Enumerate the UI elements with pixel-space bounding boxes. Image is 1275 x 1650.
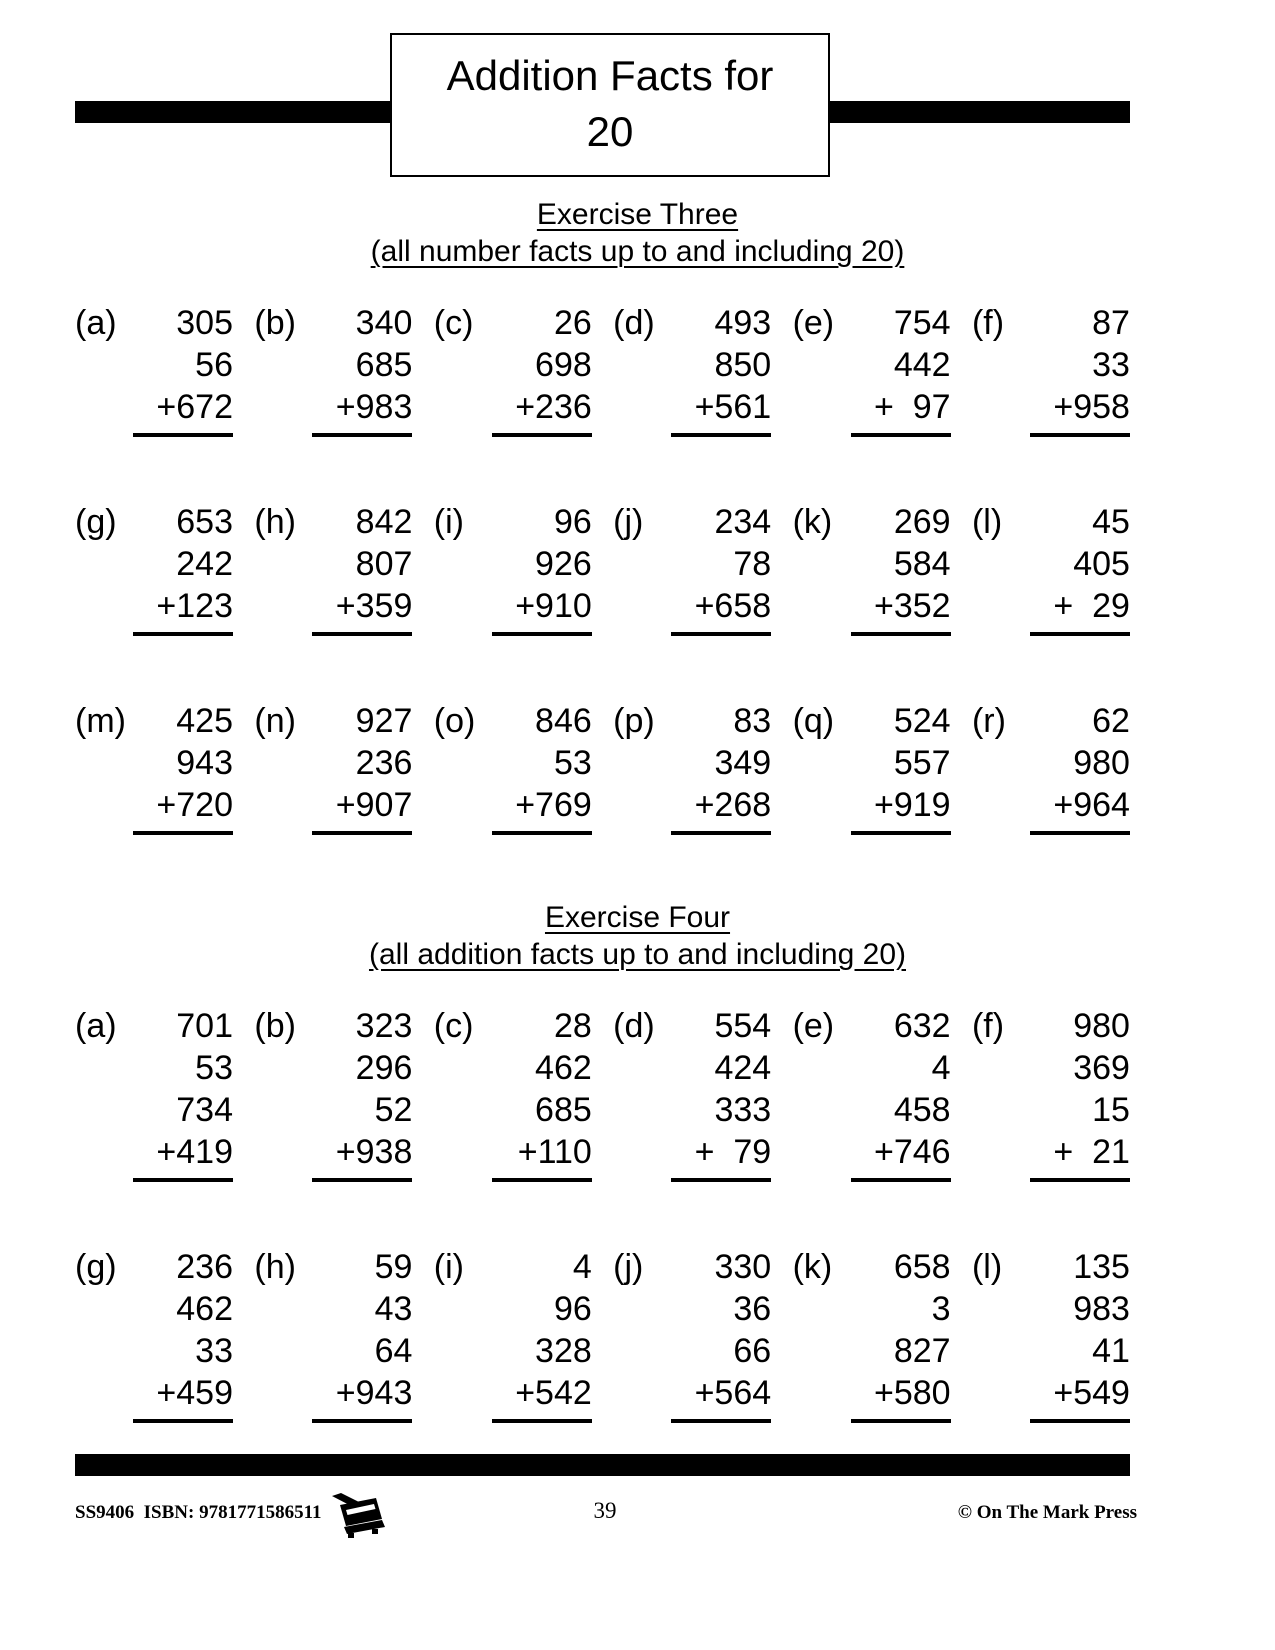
problem-label: (l) <box>971 1248 1003 1286</box>
addend: 96 <box>553 1290 592 1328</box>
addend: 236 <box>355 744 413 782</box>
addend: 296 <box>355 1049 413 1087</box>
addition-problem <box>434 302 592 437</box>
addend-column <box>133 1246 233 1423</box>
addition-problem <box>75 501 233 636</box>
addend-column <box>851 1005 951 1182</box>
problem-label: (k) <box>792 503 833 541</box>
problem-label: (i) <box>433 1248 464 1286</box>
addend: 26 <box>553 304 592 342</box>
exercise-section <box>0 196 1275 835</box>
addend: 41 <box>1092 1332 1130 1370</box>
problem-label: (n) <box>254 702 296 740</box>
addend-column <box>312 700 412 835</box>
addition-problem <box>793 302 951 437</box>
addend-column <box>671 1246 771 1423</box>
addend-column <box>671 700 771 835</box>
addition-problem <box>613 1005 771 1182</box>
addend-column <box>133 1005 233 1182</box>
exercise-heading: Exercise Four <box>544 901 731 934</box>
addend: 305 <box>176 304 233 342</box>
addition-problem <box>793 1246 951 1423</box>
addend-column <box>492 302 592 437</box>
addend: 658 <box>893 1248 951 1286</box>
addend: +459 <box>133 1372 233 1423</box>
addition-problem <box>434 1246 592 1423</box>
exercise-heading: Exercise Three <box>536 198 739 231</box>
addend-column <box>1030 1246 1130 1423</box>
addend: 850 <box>714 346 772 384</box>
addend: 333 <box>714 1091 772 1129</box>
addend: 96 <box>553 503 592 541</box>
problem-label: (g) <box>75 1248 117 1286</box>
addend: 493 <box>714 304 772 342</box>
addend-column <box>312 1005 412 1182</box>
addend: +746 <box>851 1131 951 1182</box>
addition-problem <box>972 302 1130 437</box>
addend: 33 <box>195 1332 233 1370</box>
addend: 943 <box>176 744 233 782</box>
problem-label: (f) <box>971 304 1005 342</box>
addend: +549 <box>1030 1372 1130 1423</box>
addend: 846 <box>535 702 592 740</box>
addend: 701 <box>176 1007 233 1045</box>
addend: 45 <box>1092 503 1130 541</box>
addend: 698 <box>535 346 592 384</box>
problem-label: (b) <box>254 304 296 342</box>
addend: 36 <box>733 1290 772 1328</box>
addend: 53 <box>553 744 592 782</box>
problem-label: (b) <box>254 1007 296 1045</box>
addition-problem <box>613 700 771 835</box>
addition-problem <box>75 700 233 835</box>
addend: 4 <box>572 1248 592 1286</box>
addend: 330 <box>714 1248 772 1286</box>
problem-label: (q) <box>792 702 835 740</box>
addition-problem <box>972 700 1130 835</box>
addend: +964 <box>1030 784 1130 835</box>
problem-row <box>0 501 1275 636</box>
page-header <box>0 0 1275 196</box>
addend: 340 <box>355 304 413 342</box>
addend-column <box>1030 302 1130 437</box>
addend: 424 <box>714 1049 772 1087</box>
problem-label: (r) <box>971 702 1006 740</box>
addend: + 79 <box>671 1131 771 1182</box>
addend-column <box>851 700 951 835</box>
addend: 28 <box>553 1007 592 1045</box>
addition-problem <box>254 302 412 437</box>
title-box <box>390 33 830 177</box>
addend: +720 <box>133 784 233 835</box>
addend: + 29 <box>1030 585 1130 636</box>
addend-column <box>133 302 233 437</box>
addend: 33 <box>1092 346 1130 384</box>
addend-column <box>312 302 412 437</box>
problem-label: (o) <box>433 702 476 740</box>
page-title-line1: Addition Facts for <box>446 52 774 99</box>
addend: 66 <box>733 1332 772 1370</box>
addition-problem <box>793 501 951 636</box>
problem-label: (g) <box>75 503 117 541</box>
addend: 62 <box>1092 702 1130 740</box>
addend: 926 <box>535 545 592 583</box>
addend: +236 <box>492 386 592 437</box>
problem-row <box>0 700 1275 835</box>
exercise-subheading: (all addition facts up to and including 20) <box>368 938 906 971</box>
addend-column <box>492 1246 592 1423</box>
addition-problem <box>793 1005 951 1182</box>
addend: 754 <box>893 304 951 342</box>
addend: 52 <box>374 1091 413 1129</box>
problem-label: (d) <box>613 1007 655 1045</box>
addend: 554 <box>714 1007 772 1045</box>
addend: 269 <box>893 503 951 541</box>
exercise-subheading: (all number facts up to and including 20) <box>370 235 905 268</box>
addend: +542 <box>492 1372 592 1423</box>
isbn-text: SS9406 ISBN: 9781771586511 <box>75 1502 322 1523</box>
addend: +561 <box>671 386 771 437</box>
addend-column <box>133 501 233 636</box>
addend: 323 <box>355 1007 413 1045</box>
addend: +359 <box>312 585 412 636</box>
problem-label: (j) <box>613 1248 644 1286</box>
addend: 442 <box>893 346 951 384</box>
addend-column <box>492 1005 592 1182</box>
addition-problem <box>972 501 1130 636</box>
addend: +958 <box>1030 386 1130 437</box>
addend: 980 <box>1073 744 1130 782</box>
problem-label: (j) <box>613 503 644 541</box>
addition-problem <box>254 501 412 636</box>
addend: +419 <box>133 1131 233 1182</box>
addition-problem <box>613 501 771 636</box>
problem-label: (f) <box>971 1007 1005 1045</box>
addend: +672 <box>133 386 233 437</box>
addend: 557 <box>893 744 951 782</box>
addend: +983 <box>312 386 412 437</box>
addend: +580 <box>851 1372 951 1423</box>
problem-label: (a) <box>75 1007 117 1045</box>
addend-column <box>851 1246 951 1423</box>
problem-label: (e) <box>792 1007 835 1045</box>
addend-column <box>851 302 951 437</box>
addend: +658 <box>671 585 771 636</box>
addend: 584 <box>893 545 951 583</box>
problem-row <box>0 1246 1275 1423</box>
addition-problem <box>75 302 233 437</box>
addend: +268 <box>671 784 771 835</box>
addend-column <box>671 501 771 636</box>
addend-column <box>133 700 233 835</box>
addend-column <box>492 700 592 835</box>
addition-problem <box>254 1005 412 1182</box>
addend: 3 <box>931 1290 951 1328</box>
problem-label: (m) <box>75 702 126 740</box>
addend: 328 <box>535 1332 592 1370</box>
problem-label: (k) <box>792 1248 833 1286</box>
addend: +110 <box>492 1131 592 1182</box>
addition-problem <box>75 1005 233 1182</box>
addend-column <box>671 1005 771 1182</box>
addend: +910 <box>492 585 592 636</box>
addend: 234 <box>714 503 772 541</box>
addition-problem <box>972 1246 1130 1423</box>
exercise-section <box>0 899 1275 1423</box>
addend: +123 <box>133 585 233 636</box>
addend: 53 <box>195 1049 233 1087</box>
addend: 653 <box>176 503 233 541</box>
addend: 980 <box>1073 1007 1130 1045</box>
addend: 983 <box>1073 1290 1130 1328</box>
page-title-line2: 20 <box>586 108 634 155</box>
addend-column <box>1030 501 1130 636</box>
addend: 4 <box>931 1049 951 1087</box>
addition-problem <box>434 700 592 835</box>
addition-problem <box>434 501 592 636</box>
problem-label: (a) <box>75 304 117 342</box>
addend: 405 <box>1073 545 1130 583</box>
addend: +564 <box>671 1372 771 1423</box>
problem-label: (e) <box>792 304 835 342</box>
addend: 632 <box>893 1007 951 1045</box>
addend: 83 <box>733 702 772 740</box>
addition-problem <box>793 700 951 835</box>
addend: +907 <box>312 784 412 835</box>
problem-label: (p) <box>613 702 655 740</box>
addend: 807 <box>355 545 413 583</box>
addend: 685 <box>535 1091 592 1129</box>
addend: +352 <box>851 585 951 636</box>
addend: +938 <box>312 1131 412 1182</box>
addend: 64 <box>374 1332 413 1370</box>
addend: +769 <box>492 784 592 835</box>
addend-column <box>1030 700 1130 835</box>
addend: + 21 <box>1030 1131 1130 1182</box>
problem-label: (d) <box>613 304 655 342</box>
copyright-text: © On The Mark Press <box>957 1502 1137 1523</box>
problem-label: (i) <box>433 503 464 541</box>
addend: 425 <box>176 702 233 740</box>
exercises-container <box>0 196 1275 1423</box>
addition-problem <box>254 700 412 835</box>
addition-problem <box>75 1246 233 1423</box>
addend: 462 <box>535 1049 592 1087</box>
addend: 842 <box>355 503 413 541</box>
addend: 135 <box>1073 1248 1130 1286</box>
addend: 236 <box>176 1248 233 1286</box>
addend-column <box>312 501 412 636</box>
addend: 15 <box>1092 1091 1130 1129</box>
problem-label: (c) <box>433 304 474 342</box>
addend: 87 <box>1092 304 1130 342</box>
addition-problem <box>613 302 771 437</box>
page-footer <box>0 1492 1275 1548</box>
addend-column <box>1030 1005 1130 1182</box>
addend: 349 <box>714 744 772 782</box>
addend: 734 <box>176 1091 233 1129</box>
problem-label: (c) <box>433 1007 474 1045</box>
problem-label: (h) <box>254 503 296 541</box>
addend-column <box>492 501 592 636</box>
addition-problem <box>434 1005 592 1182</box>
addend: 78 <box>733 545 772 583</box>
footer-rule-bar <box>75 1454 1130 1476</box>
addend: 59 <box>374 1248 413 1286</box>
addend: 56 <box>195 346 233 384</box>
addition-problem <box>972 1005 1130 1182</box>
addition-problem <box>613 1246 771 1423</box>
addend-column <box>671 302 771 437</box>
addend: 242 <box>176 545 233 583</box>
problem-label: (h) <box>254 1248 296 1286</box>
addend: 458 <box>893 1091 951 1129</box>
addend: + 97 <box>851 386 951 437</box>
addend: 685 <box>355 346 413 384</box>
addend: 827 <box>893 1332 951 1370</box>
problem-label: (l) <box>971 503 1003 541</box>
addend: 369 <box>1073 1049 1130 1087</box>
addend: 43 <box>374 1290 413 1328</box>
addition-problem <box>254 1246 412 1423</box>
addend: +919 <box>851 784 951 835</box>
page-number: 39 <box>593 1498 617 1523</box>
addend-column <box>312 1246 412 1423</box>
addend: +943 <box>312 1372 412 1423</box>
addend: 524 <box>893 702 951 740</box>
addend-column <box>851 501 951 636</box>
problem-row <box>0 1005 1275 1182</box>
problem-row <box>0 302 1275 437</box>
addend: 462 <box>176 1290 233 1328</box>
addend: 927 <box>355 702 413 740</box>
